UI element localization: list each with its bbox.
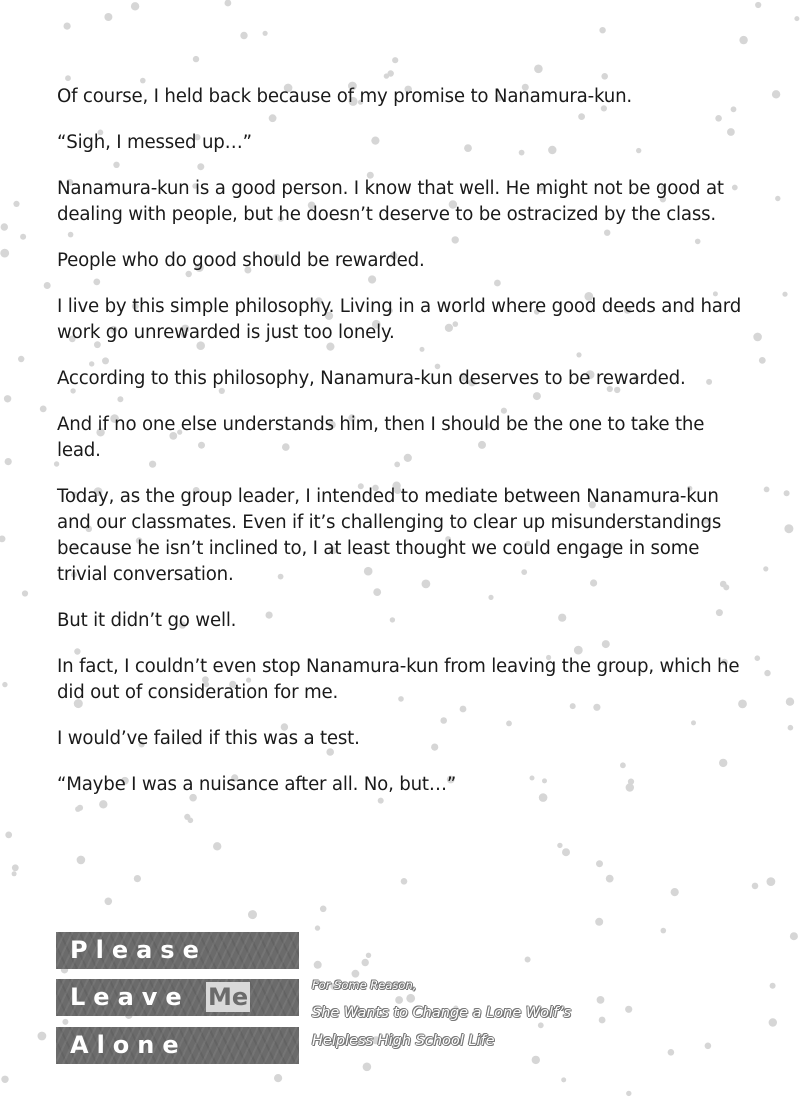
subtitle-line-1: For Some Reason,: [312, 978, 417, 992]
background-dot: [44, 282, 51, 289]
background-dot: [248, 910, 257, 919]
background-dot: [0, 249, 9, 258]
story-text: [57, 84, 747, 818]
background-dot: [562, 848, 570, 856]
background-dot: [134, 875, 141, 882]
background-dot: [626, 1091, 631, 1096]
background-dot: [384, 73, 389, 78]
paragraph: And if no one else understands him, then I should be the one to take the lead.: [57, 414, 705, 461]
background-dot: [790, 932, 798, 940]
background-dot: [767, 877, 776, 886]
background-dot: [561, 1077, 566, 1082]
background-dot: [12, 871, 17, 876]
background-dot: [401, 878, 408, 885]
background-dot: [770, 983, 776, 989]
background-dot: [77, 856, 86, 865]
logo-word-leave: Leave: [70, 983, 190, 1011]
background-dot: [263, 31, 268, 36]
background-dot: [363, 1063, 372, 1072]
background-dot: [534, 65, 543, 74]
background-dot: [763, 566, 768, 571]
background-dot: [1, 1076, 8, 1083]
background-dot: [671, 888, 679, 896]
paragraph: “Sigh, I messed up…”: [57, 132, 252, 153]
background-dot: [595, 918, 603, 926]
subtitle-line-3: Helpless High School Life: [312, 1033, 495, 1049]
background-dot: [12, 864, 19, 871]
background-dot: [599, 27, 605, 33]
background-dot: [753, 333, 762, 342]
logo-line-please: Please: [56, 932, 299, 969]
background-dot: [20, 234, 26, 240]
subtitle-line-2: She Wants to Change a Lone Wolf’s: [312, 1005, 572, 1021]
background-dot: [362, 959, 369, 966]
background-dot: [769, 1018, 777, 1026]
paragraph: I live by this simple philosophy. Living in a world where good deeds and hard work go unrewarded is just too lonely.: [57, 296, 742, 343]
paragraph: Nanamura-kun is a good person. I know that well. He might not be good at dealing with people, but he doesn’t deserve to be ostracized by the class.: [57, 178, 724, 225]
background-dot: [0, 536, 6, 543]
paragraph: According to this philosophy, Nanamura-kun deserves to be rewarded.: [57, 368, 686, 389]
background-dot: [784, 490, 790, 496]
background-dot: [532, 1056, 540, 1064]
background-dot: [1, 223, 8, 230]
background-dot: [193, 56, 199, 62]
background-dot: [764, 670, 770, 676]
logo-line-alone: Alone: [56, 1027, 299, 1064]
background-dot: [314, 961, 322, 969]
background-dot: [599, 1017, 606, 1024]
background-dot: [557, 843, 562, 848]
background-dot: [782, 292, 787, 297]
background-dot: [105, 898, 113, 906]
background-dot: [668, 1049, 675, 1056]
background-dot: [240, 32, 247, 39]
background-dot: [2, 682, 7, 687]
paragraph: I would’ve failed if this was a test.: [57, 728, 360, 749]
background-dot: [140, 78, 146, 84]
background-dot: [739, 36, 747, 44]
background-dot: [213, 842, 221, 850]
background-dot: [40, 406, 47, 413]
background-dot: [4, 395, 11, 402]
paragraph: Of course, I held back because of my promise to Nanamura-kun.: [57, 86, 632, 107]
logo-line-leave-me: [56, 979, 299, 1016]
background-dot: [225, 0, 232, 6]
paragraph: But it didn’t go well.: [57, 610, 237, 631]
background-dot: [772, 90, 780, 98]
background-dot: [775, 196, 780, 201]
series-subtitle: [312, 977, 571, 1051]
background-dot: [13, 201, 19, 207]
background-dot: [601, 73, 608, 80]
background-dot: [131, 2, 139, 10]
background-dot: [525, 957, 531, 963]
background-dot: [18, 356, 24, 362]
paragraph: Today, as the group leader, I intended to mediate between Nanamura-kun and our classmates. Even if it’s challenging to clear up misunderstandings because he isn’t inclined to, I at least thought we could engage in some trivial conversation.: [57, 486, 722, 585]
background-dot: [755, 2, 761, 8]
background-dot: [65, 75, 71, 81]
background-dot: [705, 1043, 712, 1050]
background-dot: [597, 996, 605, 1004]
background-dot: [274, 1074, 282, 1082]
background-dot: [62, 1019, 68, 1025]
background-dot: [784, 524, 793, 533]
background-dot: [366, 953, 371, 958]
background-dot: [752, 883, 759, 890]
background-dot: [788, 725, 794, 731]
background-dot: [625, 1006, 632, 1013]
background-dot: [315, 925, 320, 930]
background-dot: [606, 875, 614, 883]
background-dot: [755, 655, 761, 661]
background-dot: [786, 698, 794, 706]
background-dot: [596, 860, 603, 867]
paragraph: People who do good should be rewarded.: [57, 250, 425, 271]
logo-word-me: Me: [208, 983, 249, 1011]
background-dot: [38, 1032, 47, 1041]
background-dot: [759, 357, 766, 364]
background-dot: [22, 590, 28, 596]
paragraph: “Maybe I was a nuisance after all. No, but…”: [57, 774, 457, 795]
background-dot: [104, 13, 112, 21]
background-dot: [764, 487, 770, 493]
background-dot: [64, 23, 71, 30]
background-dot: [320, 906, 327, 913]
background-dot: [5, 832, 12, 839]
background-dot: [5, 458, 12, 465]
background-dot: [794, 16, 799, 21]
paragraph: In fact, I couldn’t even stop Nanamura-kun from leaving the group, which he did out of consideration for me.: [57, 656, 740, 703]
background-dot: [661, 928, 667, 934]
background-dot: [392, 57, 398, 63]
